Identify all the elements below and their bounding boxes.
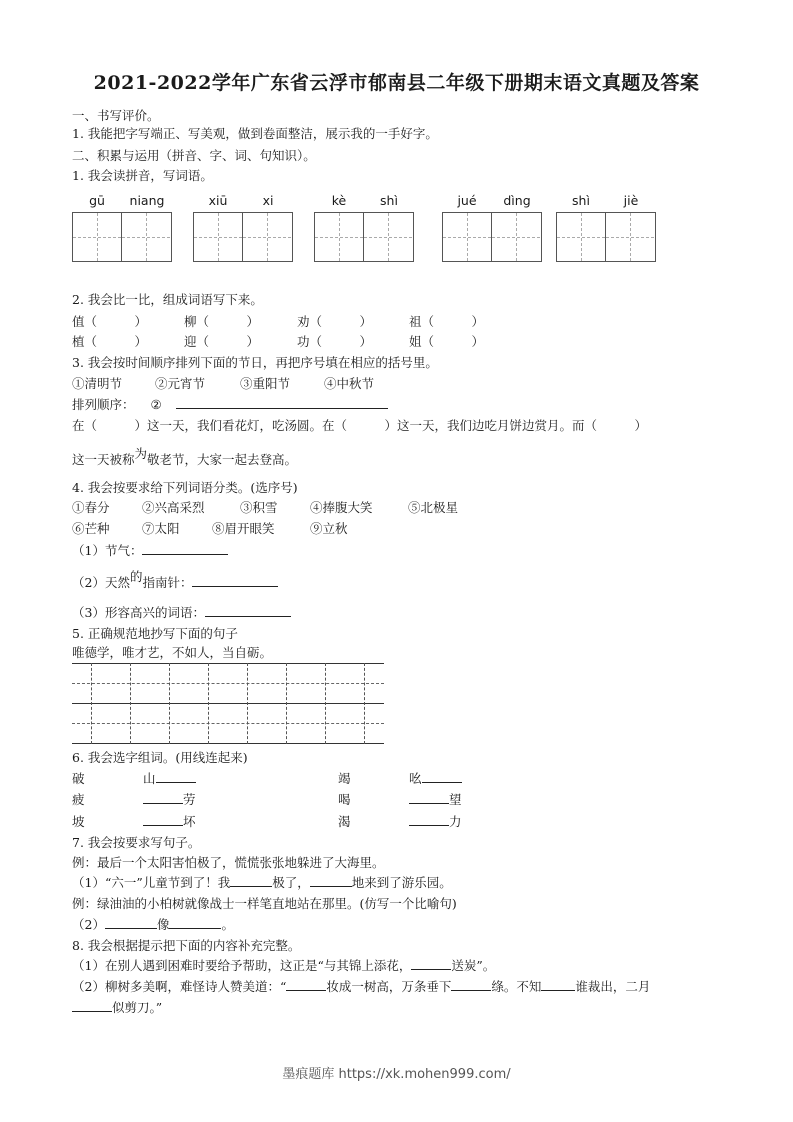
order-blank[interactable] xyxy=(248,397,318,409)
answer-blank[interactable] xyxy=(169,917,221,929)
q6-word-6[interactable] xyxy=(409,814,462,830)
q4-word: ⑦太阳 xyxy=(142,521,180,536)
pinyin-label: shì xyxy=(572,193,590,208)
q5-sentence: 唯德学，唯才艺，不如人，当自砺。 xyxy=(72,645,273,660)
q4-word: ⑥芒种 xyxy=(72,521,110,536)
answer-blank[interactable] xyxy=(230,875,272,887)
q4-category-3 xyxy=(72,605,291,621)
writing-cell[interactable] xyxy=(314,212,364,262)
pinyin-label: xiū xyxy=(208,193,228,208)
q4-word: ⑧眉开眼笑 xyxy=(212,521,275,536)
pinyin-label: dìng xyxy=(503,193,531,208)
answer-blank[interactable] xyxy=(451,979,491,991)
q6-char-right[interactable]: 渴 xyxy=(338,814,351,829)
q4-category-2 xyxy=(72,569,278,591)
q7-text: （1）“六一”儿童节到了！我 xyxy=(72,875,231,890)
answer-blank[interactable] xyxy=(143,814,183,826)
q6-char-right[interactable]: 喝 xyxy=(338,792,351,807)
answer-blank[interactable] xyxy=(541,979,575,991)
q7-example-2: 例：绿油油的小柏树就像战士一样笔直地站在那里。(仿写一个比喻句) xyxy=(72,896,457,911)
q6-char-left[interactable]: 疲 xyxy=(72,792,85,807)
q2-item[interactable]: 姐（ ） xyxy=(409,334,485,349)
q3-option: ③重阳节 xyxy=(240,376,291,391)
writing-cell[interactable] xyxy=(72,212,122,262)
pinyin-label: shì xyxy=(380,193,398,208)
q7-text: 地来到了游乐园。 xyxy=(351,875,452,890)
writing-cell[interactable] xyxy=(193,212,243,262)
q3-option: ④中秋节 xyxy=(324,376,375,391)
answer-blank[interactable] xyxy=(156,771,196,783)
answer-blank[interactable] xyxy=(72,1000,112,1012)
q2-item[interactable]: 祖（ ） xyxy=(409,314,485,329)
q3-option: ①清明节 xyxy=(72,376,123,391)
q3-order-first: ② xyxy=(150,397,162,412)
writing-cell[interactable] xyxy=(243,212,293,262)
q7-item-1 xyxy=(72,875,452,891)
q3-fill-text: 为 xyxy=(134,446,148,461)
q7-text: （2） xyxy=(72,917,105,932)
pinyin-label: gū xyxy=(89,193,105,208)
pinyin-label: niang xyxy=(129,193,165,208)
q8-item-1 xyxy=(72,958,495,974)
q4-category-label: （1）节气： xyxy=(72,543,143,558)
q3-option: ②元宵节 xyxy=(155,376,206,391)
q8-text: 似剪刀。” xyxy=(112,1000,163,1015)
pinyin-label: jiè xyxy=(623,193,639,208)
q6-word-5[interactable] xyxy=(409,792,462,808)
q6-word-text: 力 xyxy=(449,814,462,829)
q4-category-label: （2）天然 xyxy=(72,575,130,590)
pinyin-label: xi xyxy=(262,193,274,208)
footer-watermark: 墨痕题库 https://xk.mohen999.com/ xyxy=(282,1067,511,1082)
q3-order-line xyxy=(72,397,388,413)
q4-word: ④捧腹大笑 xyxy=(310,500,373,515)
q8-prompt: 8. 我会根据提示把下面的内容补充完整。 xyxy=(72,938,301,953)
answer-blank[interactable] xyxy=(105,917,157,929)
writing-cell[interactable] xyxy=(606,212,656,262)
q6-word-4[interactable] xyxy=(409,771,462,787)
q3-fill-line-1[interactable]: 在（ ）这一天，我们看花灯，吃汤圆。在（ ）这一天，我们边吃月饼边赏月。而（ ） xyxy=(72,418,648,433)
q4-category-label: （3）形容高兴的词语： xyxy=(72,605,205,620)
q6-word-3[interactable] xyxy=(143,814,196,830)
answer-blank[interactable] xyxy=(409,792,449,804)
q8-text: 谁裁出，二月 xyxy=(575,979,651,994)
q2-item[interactable]: 柳（ ） xyxy=(184,314,260,329)
q4-word: ⑤北极星 xyxy=(408,500,459,515)
q6-word-text: 山 xyxy=(143,771,156,786)
q4-word: ③积雪 xyxy=(240,500,278,515)
q6-char-left[interactable]: 坡 xyxy=(72,814,85,829)
q5-prompt: 5. 正确规范地抄写下面的句子 xyxy=(72,626,238,641)
q3-order-label: 排列顺序： xyxy=(72,397,135,412)
q8-text: 绦。不知 xyxy=(491,979,542,994)
writing-cell[interactable] xyxy=(122,212,172,262)
order-blank[interactable] xyxy=(318,397,388,409)
q7-text: 像 xyxy=(156,917,170,932)
q4-word: ⑨立秋 xyxy=(310,521,348,536)
q8-text: 送炭”。 xyxy=(451,958,496,973)
q7-item-2 xyxy=(72,917,234,933)
q6-word-1[interactable] xyxy=(143,771,196,787)
answer-blank[interactable] xyxy=(142,543,228,555)
q2-prompt: 2. 我会比一比，组成词语写下来。 xyxy=(72,292,263,307)
pinyin-label: kè xyxy=(331,193,347,208)
q2-item[interactable]: 值（ ） xyxy=(72,314,148,329)
q6-char-left[interactable]: 破 xyxy=(72,771,85,786)
writing-cell[interactable] xyxy=(442,212,492,262)
writing-cell[interactable] xyxy=(492,212,542,262)
answer-blank[interactable] xyxy=(205,605,291,617)
q6-word-text: 吆 xyxy=(409,771,422,786)
q4-prompt: 4. 我会按要求给下列词语分类。(选序号) xyxy=(72,480,298,495)
q4-word: ②兴高采烈 xyxy=(142,500,205,515)
answer-blank[interactable] xyxy=(286,979,326,991)
q4-category-1 xyxy=(72,543,228,559)
writing-cell[interactable] xyxy=(556,212,606,262)
q1-prompt: 1. 我会读拼音，写词语。 xyxy=(72,168,213,183)
q6-word-text: 坏 xyxy=(183,814,196,829)
q3-fill-text: 这一天被称 xyxy=(72,452,135,467)
q2-item[interactable]: 功（ ） xyxy=(297,334,373,349)
q8-item-2-cont xyxy=(72,1000,162,1016)
q3-prompt: 3. 我会按时间顺序排列下面的节日，再把序号填在相应的括号里。 xyxy=(72,355,438,370)
q3-fill-text: 敬老节，大家一起去登高。 xyxy=(147,452,298,467)
section-1-heading: 一、书写评价。 xyxy=(72,108,160,123)
section-1-q1: 1. 我能把字写端正、写美观，做到卷面整洁，展示我的一手好字。 xyxy=(72,126,438,141)
q6-word-text: 望 xyxy=(449,792,462,807)
q6-word-2[interactable] xyxy=(143,792,196,808)
answer-blank[interactable] xyxy=(422,771,462,783)
q7-example-1: 例：最后一个太阳害怕极了，慌慌张张地躲进了大海里。 xyxy=(72,855,385,870)
answer-blank[interactable] xyxy=(409,814,449,826)
answer-blank[interactable] xyxy=(310,875,352,887)
q4-category-label: 的 xyxy=(129,569,143,584)
q7-text: 极了， xyxy=(272,875,310,890)
q2-item[interactable]: 植（ ） xyxy=(72,334,148,349)
q8-text: （1）在别人遇到困难时要给予帮助，这正是“与其锦上添花， xyxy=(72,958,412,973)
q3-fill-line-2 xyxy=(72,446,298,468)
section-2-heading: 二、积累与运用（拼音、字、词、句知识）。 xyxy=(72,148,316,163)
q2-item[interactable]: 迎（ ） xyxy=(184,334,260,349)
q7-text: 。 xyxy=(221,917,234,932)
q8-text: 妆成一树高，万条垂下 xyxy=(326,979,452,994)
answer-blank[interactable] xyxy=(143,792,183,804)
q6-prompt: 6. 我会选字组词。(用线连起来) xyxy=(72,750,248,765)
page-title: 2021-2022学年广东省云浮市郁南县二年级下册期末语文真题及答案 xyxy=(93,72,700,94)
q8-text: （2）柳树多美啊，难怪诗人赞美道：“ xyxy=(72,979,287,994)
pinyin-label: jué xyxy=(457,193,477,208)
copy-writing-grid[interactable] xyxy=(72,663,384,744)
answer-blank[interactable] xyxy=(192,575,278,587)
answer-blank[interactable] xyxy=(411,958,451,970)
q7-prompt: 7. 我会按要求写句子。 xyxy=(72,835,201,850)
order-blank[interactable] xyxy=(176,397,248,409)
q4-category-label: 指南针： xyxy=(142,575,193,590)
q6-word-text: 劳 xyxy=(183,792,196,807)
q6-char-right[interactable]: 竭 xyxy=(338,771,351,786)
q8-item-2 xyxy=(72,979,650,995)
writing-cell[interactable] xyxy=(364,212,414,262)
q4-word: ①春分 xyxy=(72,500,110,515)
q2-item[interactable]: 劝（ ） xyxy=(297,314,373,329)
